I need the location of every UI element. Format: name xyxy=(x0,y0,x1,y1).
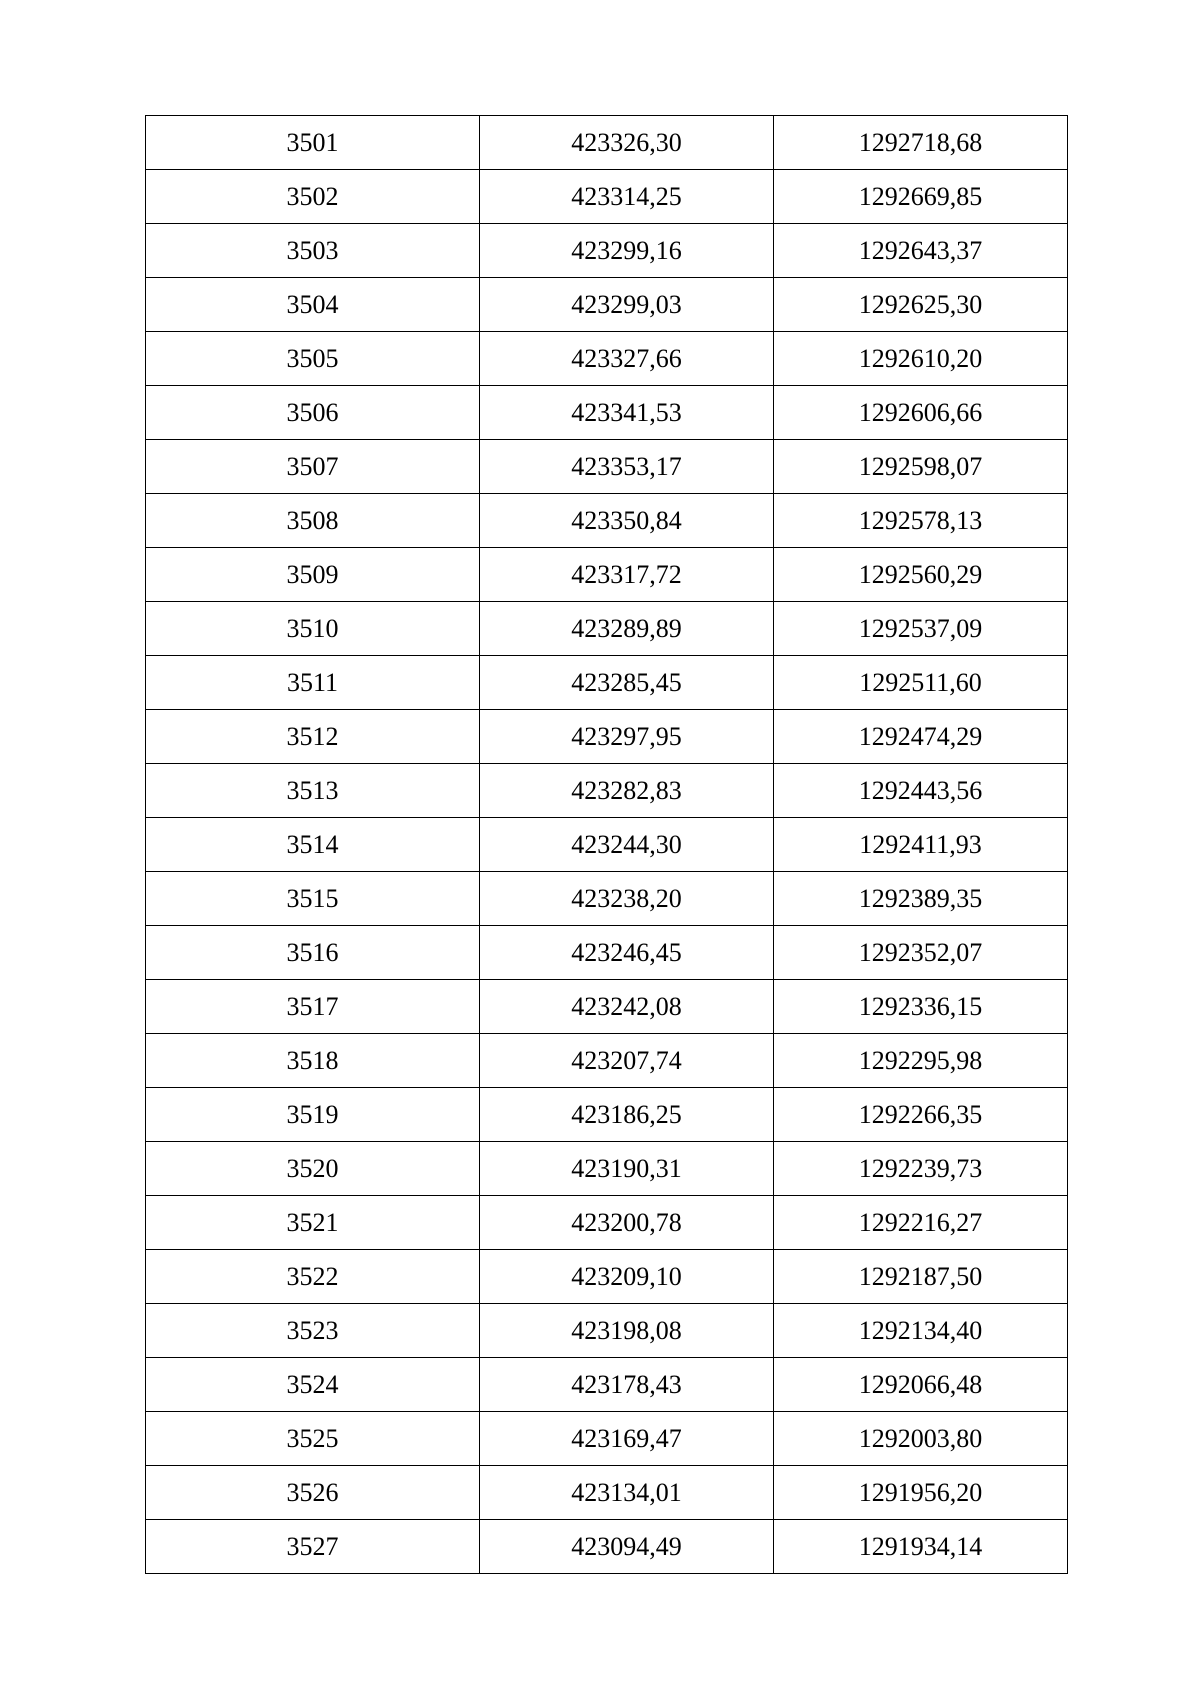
point-number-cell: 3524 xyxy=(146,1358,480,1412)
x-coordinate-cell: 423297,95 xyxy=(480,710,774,764)
x-coordinate-cell: 423282,83 xyxy=(480,764,774,818)
point-number-cell: 3527 xyxy=(146,1520,480,1574)
point-number-cell: 3513 xyxy=(146,764,480,818)
point-number-cell: 3510 xyxy=(146,602,480,656)
point-number-cell: 3507 xyxy=(146,440,480,494)
table-row xyxy=(146,1466,1068,1520)
table-row xyxy=(146,1034,1068,1088)
point-number-cell: 3514 xyxy=(146,818,480,872)
table-row xyxy=(146,1250,1068,1304)
y-coordinate-cell: 1292606,66 xyxy=(774,386,1068,440)
point-number-cell: 3526 xyxy=(146,1466,480,1520)
point-number-cell: 3501 xyxy=(146,116,480,170)
x-coordinate-cell: 423242,08 xyxy=(480,980,774,1034)
x-coordinate-cell: 423285,45 xyxy=(480,656,774,710)
y-coordinate-cell: 1291934,14 xyxy=(774,1520,1068,1574)
point-number-cell: 3521 xyxy=(146,1196,480,1250)
y-coordinate-cell: 1292003,80 xyxy=(774,1412,1068,1466)
y-coordinate-cell: 1292598,07 xyxy=(774,440,1068,494)
y-coordinate-cell: 1292411,93 xyxy=(774,818,1068,872)
point-number-cell: 3503 xyxy=(146,224,480,278)
x-coordinate-cell: 423326,30 xyxy=(480,116,774,170)
x-coordinate-cell: 423244,30 xyxy=(480,818,774,872)
y-coordinate-cell: 1292216,27 xyxy=(774,1196,1068,1250)
y-coordinate-cell: 1292578,13 xyxy=(774,494,1068,548)
table-row xyxy=(146,278,1068,332)
table-row xyxy=(146,872,1068,926)
x-coordinate-cell: 423289,89 xyxy=(480,602,774,656)
point-number-cell: 3519 xyxy=(146,1088,480,1142)
point-number-cell: 3511 xyxy=(146,656,480,710)
point-number-cell: 3509 xyxy=(146,548,480,602)
x-coordinate-cell: 423209,10 xyxy=(480,1250,774,1304)
y-coordinate-cell: 1292443,56 xyxy=(774,764,1068,818)
table-row xyxy=(146,926,1068,980)
table-row xyxy=(146,1304,1068,1358)
coordinates-table xyxy=(145,115,1068,1574)
x-coordinate-cell: 423341,53 xyxy=(480,386,774,440)
x-coordinate-cell: 423178,43 xyxy=(480,1358,774,1412)
x-coordinate-cell: 423299,03 xyxy=(480,278,774,332)
table-row xyxy=(146,548,1068,602)
y-coordinate-cell: 1292266,35 xyxy=(774,1088,1068,1142)
y-coordinate-cell: 1292537,09 xyxy=(774,602,1068,656)
x-coordinate-cell: 423094,49 xyxy=(480,1520,774,1574)
point-number-cell: 3517 xyxy=(146,980,480,1034)
x-coordinate-cell: 423353,17 xyxy=(480,440,774,494)
x-coordinate-cell: 423350,84 xyxy=(480,494,774,548)
point-number-cell: 3512 xyxy=(146,710,480,764)
table-row xyxy=(146,1358,1068,1412)
point-number-cell: 3525 xyxy=(146,1412,480,1466)
y-coordinate-cell: 1292474,29 xyxy=(774,710,1068,764)
point-number-cell: 3522 xyxy=(146,1250,480,1304)
y-coordinate-cell: 1292239,73 xyxy=(774,1142,1068,1196)
y-coordinate-cell: 1292066,48 xyxy=(774,1358,1068,1412)
table-row xyxy=(146,1088,1068,1142)
table-row xyxy=(146,386,1068,440)
y-coordinate-cell: 1292336,15 xyxy=(774,980,1068,1034)
x-coordinate-cell: 423186,25 xyxy=(480,1088,774,1142)
x-coordinate-cell: 423169,47 xyxy=(480,1412,774,1466)
x-coordinate-cell: 423327,66 xyxy=(480,332,774,386)
table-row xyxy=(146,224,1068,278)
table-row xyxy=(146,1196,1068,1250)
table-row xyxy=(146,1520,1068,1574)
table-row xyxy=(146,494,1068,548)
x-coordinate-cell: 423207,74 xyxy=(480,1034,774,1088)
table-row xyxy=(146,710,1068,764)
point-number-cell: 3506 xyxy=(146,386,480,440)
coordinates-table-body xyxy=(146,116,1068,1574)
table-row xyxy=(146,1142,1068,1196)
point-number-cell: 3520 xyxy=(146,1142,480,1196)
x-coordinate-cell: 423200,78 xyxy=(480,1196,774,1250)
point-number-cell: 3504 xyxy=(146,278,480,332)
table-row xyxy=(146,656,1068,710)
x-coordinate-cell: 423314,25 xyxy=(480,170,774,224)
table-row xyxy=(146,332,1068,386)
x-coordinate-cell: 423299,16 xyxy=(480,224,774,278)
y-coordinate-cell: 1292352,07 xyxy=(774,926,1068,980)
x-coordinate-cell: 423134,01 xyxy=(480,1466,774,1520)
table-row xyxy=(146,602,1068,656)
point-number-cell: 3505 xyxy=(146,332,480,386)
y-coordinate-cell: 1292718,68 xyxy=(774,116,1068,170)
table-row xyxy=(146,764,1068,818)
point-number-cell: 3516 xyxy=(146,926,480,980)
y-coordinate-cell: 1291956,20 xyxy=(774,1466,1068,1520)
y-coordinate-cell: 1292669,85 xyxy=(774,170,1068,224)
table-row xyxy=(146,170,1068,224)
y-coordinate-cell: 1292389,35 xyxy=(774,872,1068,926)
point-number-cell: 3502 xyxy=(146,170,480,224)
y-coordinate-cell: 1292187,50 xyxy=(774,1250,1068,1304)
point-number-cell: 3518 xyxy=(146,1034,480,1088)
point-number-cell: 3508 xyxy=(146,494,480,548)
y-coordinate-cell: 1292511,60 xyxy=(774,656,1068,710)
x-coordinate-cell: 423198,08 xyxy=(480,1304,774,1358)
y-coordinate-cell: 1292643,37 xyxy=(774,224,1068,278)
x-coordinate-cell: 423317,72 xyxy=(480,548,774,602)
table-row xyxy=(146,980,1068,1034)
table-row xyxy=(146,440,1068,494)
point-number-cell: 3523 xyxy=(146,1304,480,1358)
y-coordinate-cell: 1292625,30 xyxy=(774,278,1068,332)
table-row xyxy=(146,1412,1068,1466)
x-coordinate-cell: 423246,45 xyxy=(480,926,774,980)
y-coordinate-cell: 1292134,40 xyxy=(774,1304,1068,1358)
x-coordinate-cell: 423190,31 xyxy=(480,1142,774,1196)
y-coordinate-cell: 1292295,98 xyxy=(774,1034,1068,1088)
point-number-cell: 3515 xyxy=(146,872,480,926)
y-coordinate-cell: 1292610,20 xyxy=(774,332,1068,386)
x-coordinate-cell: 423238,20 xyxy=(480,872,774,926)
y-coordinate-cell: 1292560,29 xyxy=(774,548,1068,602)
table-row xyxy=(146,818,1068,872)
table-row xyxy=(146,116,1068,170)
